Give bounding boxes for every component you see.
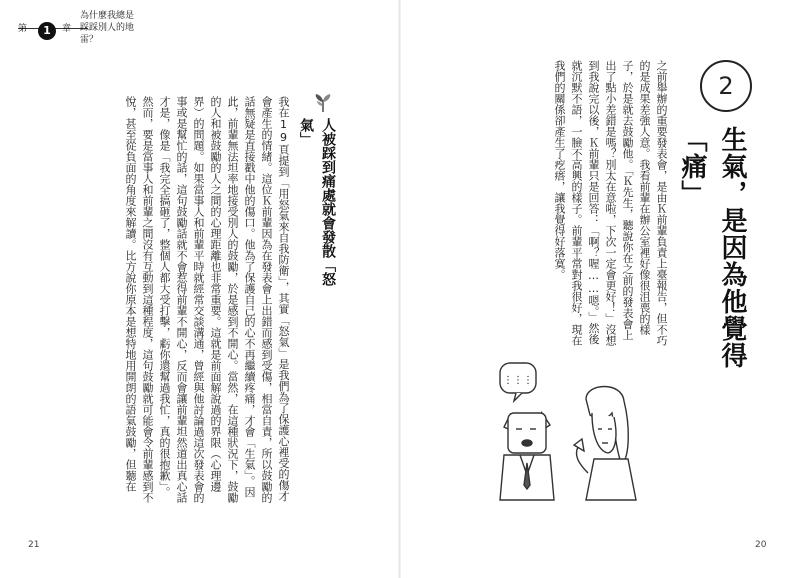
woman-character-icon <box>574 387 636 501</box>
chapter-title: 為什麼我總是踩踩別人的地雷？ <box>80 11 135 45</box>
section-title: 生氣，是因為他覺得「痛」 <box>677 126 747 369</box>
dog-character-icon <box>500 413 554 500</box>
leaf-icon <box>312 92 334 114</box>
page-number-right: 20 <box>755 540 767 550</box>
speech-bubble-text: ⋮⋮⋮ <box>503 375 533 386</box>
speech-bubble-icon <box>500 363 536 401</box>
chapter-number: 1 <box>38 22 56 40</box>
illustration <box>490 355 650 505</box>
chapter-label: 第 1 章 <box>18 20 80 38</box>
page-number-left: 21 <box>28 540 40 550</box>
book-spine <box>398 0 401 578</box>
left-body-text: 我在19頁提到「用怒氣來自我防衛」，其實「怒氣」是我們為了保護心裡受的傷才會產生的情緒。這位Ｋ前輩因為在發表會上出錯而感到受傷，相當自責，所以鼓勵的話無疑是直接戳中他的傷口。他為了保護自己的心不再繼續疼痛，才會「生氣」。因此，前輩無法坦率地接受別人的鼓勵，於是感到不開心。當然，在這種狀況下，鼓勵的人和被鼓勵的人之間的心理距離也非常重要。這就是前面解說過的界限（心理邊界）的問題。如果當事人和前輩平時就經常交談溝通，曾經與他討論過這次發表會的事或是幫忙的話，這句鼓勵話就不會惹得前輩不開心，反而會讓前輩坦然道出真心話才是，像是「我完全搞砸了，整個人都大受打擊，虧你還幫過我忙，真的很抱歉」。然而，要是當事人和前輩之間沒有互動到這種程度，這句鼓勵就可能會令前輩感到不悅，甚至從負面的角度來解讀。比方說你原本是想特地用開朗的語氣鼓勵，但聽在 <box>124 96 290 503</box>
right-body-text: 之前舉辦的重要發表會，是由Ｋ前輩負責上臺報告，但不巧的是成果差強人意。我看前輩在辦公室裡好像很沮喪的樣子，於是就去鼓勵他。「Ｋ先生，聽說你在之前的發表會上出了點小差錯是嗎？別太在意啦，下次一定會更好！」沒想到我說完以後，Ｋ前輩只是回答：「啊？喔……嗯。」然後就沉默不語，一臉不高興的樣子。前輩平常對我很好，現在我們的關係卻產生了疙瘩，讓我覺得好落寞。 <box>553 60 668 346</box>
section-number: 2 <box>700 60 752 112</box>
left-heading: 人被踩到痛處就會發散「怒氣」 <box>298 118 336 286</box>
chapter-badge <box>18 14 74 54</box>
